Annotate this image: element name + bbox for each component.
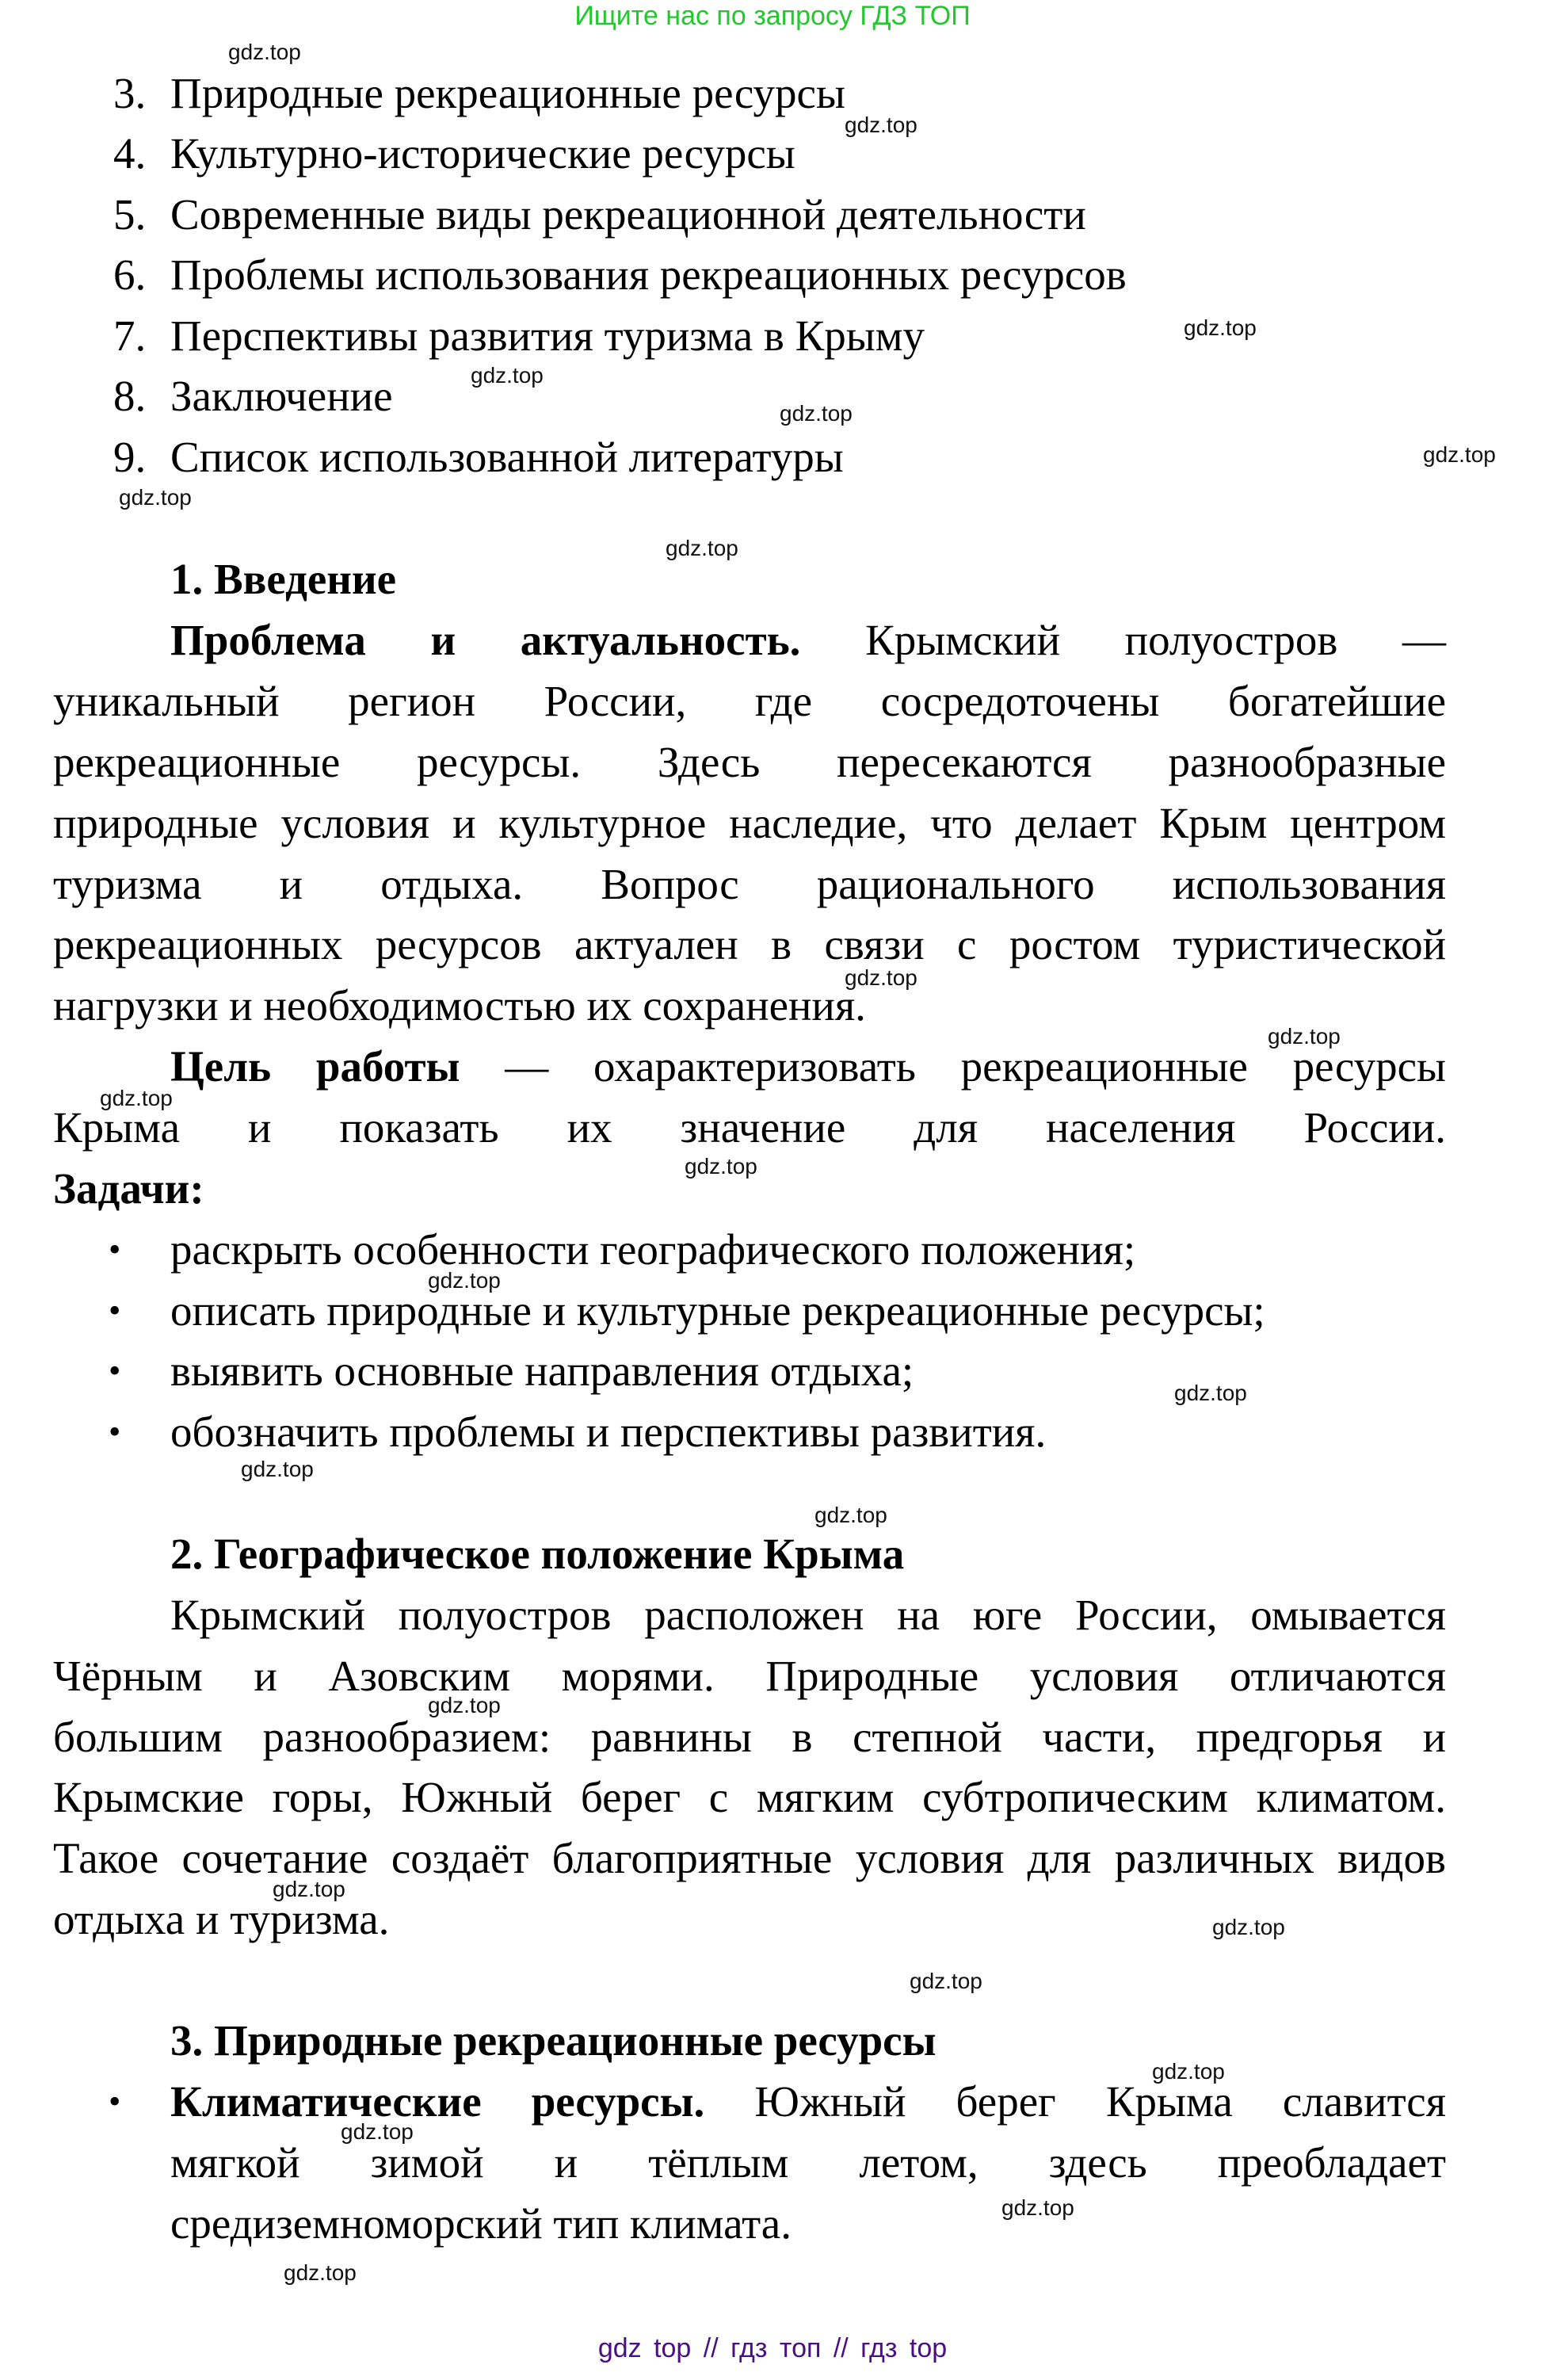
- toc-item: 3. Природные рекреационные ресурсы: [113, 69, 845, 117]
- watermark: gdz.top: [1001, 2195, 1074, 2220]
- bullet-icon: •: [109, 1230, 121, 1269]
- toc-item: 5. Современные виды рекреационной деятельности: [113, 190, 1086, 239]
- watermark: gdz.top: [119, 485, 192, 510]
- paragraph-line: большим разнообразием: равнины в степной части, предгорья и: [53, 1713, 1446, 1761]
- watermark: gdz.top: [780, 401, 853, 426]
- toc-item: 6. Проблемы использования рекреационных ресурсов: [113, 250, 1127, 299]
- watermark: gdz.top: [273, 1877, 345, 1901]
- section-heading: 3. Природные рекреационные ресурсы: [170, 2016, 937, 2065]
- bullet-icon: •: [109, 1412, 121, 1451]
- watermark: gdz.top: [428, 1693, 501, 1717]
- watermark: gdz.top: [845, 113, 917, 137]
- watermark: gdz.top: [1184, 315, 1257, 340]
- watermark: gdz.top: [341, 2119, 414, 2144]
- watermark: gdz.top: [100, 1086, 173, 1110]
- resource-label: Климатические ресурсы.: [170, 2077, 705, 2126]
- paragraph-line: уникальный регион России, где сосредоточены богатейшие: [53, 677, 1446, 725]
- problem-label: Проблема и актуальность.: [170, 616, 801, 664]
- toc-item: 9. Список использованной литературы: [113, 433, 844, 481]
- watermark: gdz.top: [1152, 2059, 1225, 2084]
- paragraph-line: рекреационные ресурсы. Здесь пересекаются разнообразные: [53, 738, 1446, 786]
- section-heading: 2. Географическое положение Крыма: [170, 1530, 905, 1578]
- bullet-icon: •: [109, 2082, 121, 2121]
- watermark: gdz.top: [814, 1503, 887, 1527]
- watermark: gdz.top: [471, 363, 544, 388]
- site-footer-banner: gdz top // гдз топ // гдз top: [597, 2333, 948, 2363]
- watermark: gdz.top: [1268, 1024, 1341, 1049]
- watermark: gdz.top: [1212, 1915, 1285, 1939]
- resource-item: • Климатические ресурсы. Южный берег Крыма славится: [53, 2072, 1446, 2133]
- watermark: gdz.top: [1174, 1381, 1247, 1405]
- task-item: • раскрыть особенности географического положения;: [53, 1220, 1446, 1281]
- section-heading: 1. Введение: [170, 555, 397, 603]
- bullet-icon: •: [109, 1351, 121, 1390]
- task-item: • выявить основные направления отдыха;: [53, 1341, 1446, 1402]
- watermark: gdz.top: [284, 2260, 357, 2285]
- tasks-label: Задачи:: [53, 1164, 204, 1213]
- toc-item: 8. Заключение: [113, 372, 393, 420]
- watermark: gdz.top: [1423, 442, 1496, 467]
- watermark: gdz.top: [666, 536, 738, 560]
- watermark: gdz.top: [910, 1969, 982, 1993]
- paragraph-line: Цель работы — охарактеризовать рекреационные ресурсы: [170, 1042, 1447, 1091]
- paragraph-line: Такое сочетание создаёт благоприятные условия для различных видов: [53, 1834, 1446, 1882]
- paragraph-line: туризма и отдыха. Вопрос рационального использования: [53, 860, 1446, 908]
- paragraph-line: Проблема и актуальность. Крымский полуостров —: [170, 616, 1446, 664]
- paragraph-line: Чёрным и Азовским морями. Природные условия отличаются: [53, 1652, 1446, 1700]
- task-item: • обозначить проблемы и перспективы развития.: [53, 1402, 1446, 1463]
- resource-item-line: средиземноморский тип климата.: [170, 2199, 792, 2248]
- resource-item-line: мягкой зимой и тёплым летом, здесь преобладает: [170, 2138, 1446, 2187]
- bullet-icon: •: [109, 1291, 121, 1330]
- paragraph-line: отдыха и туризма.: [53, 1895, 390, 1943]
- paragraph-line: рекреационных ресурсов актуален в связи с ростом туристической: [53, 920, 1446, 968]
- toc-item: 7. Перспективы развития туризма в Крыму: [113, 311, 925, 360]
- watermark: gdz.top: [845, 965, 917, 990]
- paragraph-line: нагрузки и необходимостью их сохранения.: [53, 981, 866, 1030]
- paragraph-line: Крымский полуостров расположен на юге России, омывается: [170, 1591, 1446, 1639]
- site-banner: Ищите нас по запросу ГДЗ ТОП: [574, 1, 971, 31]
- watermark: gdz.top: [685, 1154, 757, 1179]
- paragraph-line: Крыма и показать их значение для населения России.: [53, 1103, 1446, 1152]
- toc-item: 4. Культурно-исторические ресурсы: [113, 129, 795, 178]
- paragraph-line: Крымские горы, Южный берег с мягким субтропическим климатом.: [53, 1773, 1446, 1821]
- watermark: gdz.top: [228, 40, 301, 64]
- goal-label: Цель работы: [170, 1042, 460, 1091]
- paragraph-line: природные условия и культурное наследие, что делает Крым центром: [53, 799, 1446, 847]
- task-item: • описать природные и культурные рекреационные ресурсы;: [53, 1281, 1446, 1342]
- watermark: gdz.top: [428, 1268, 501, 1293]
- watermark: gdz.top: [241, 1457, 314, 1481]
